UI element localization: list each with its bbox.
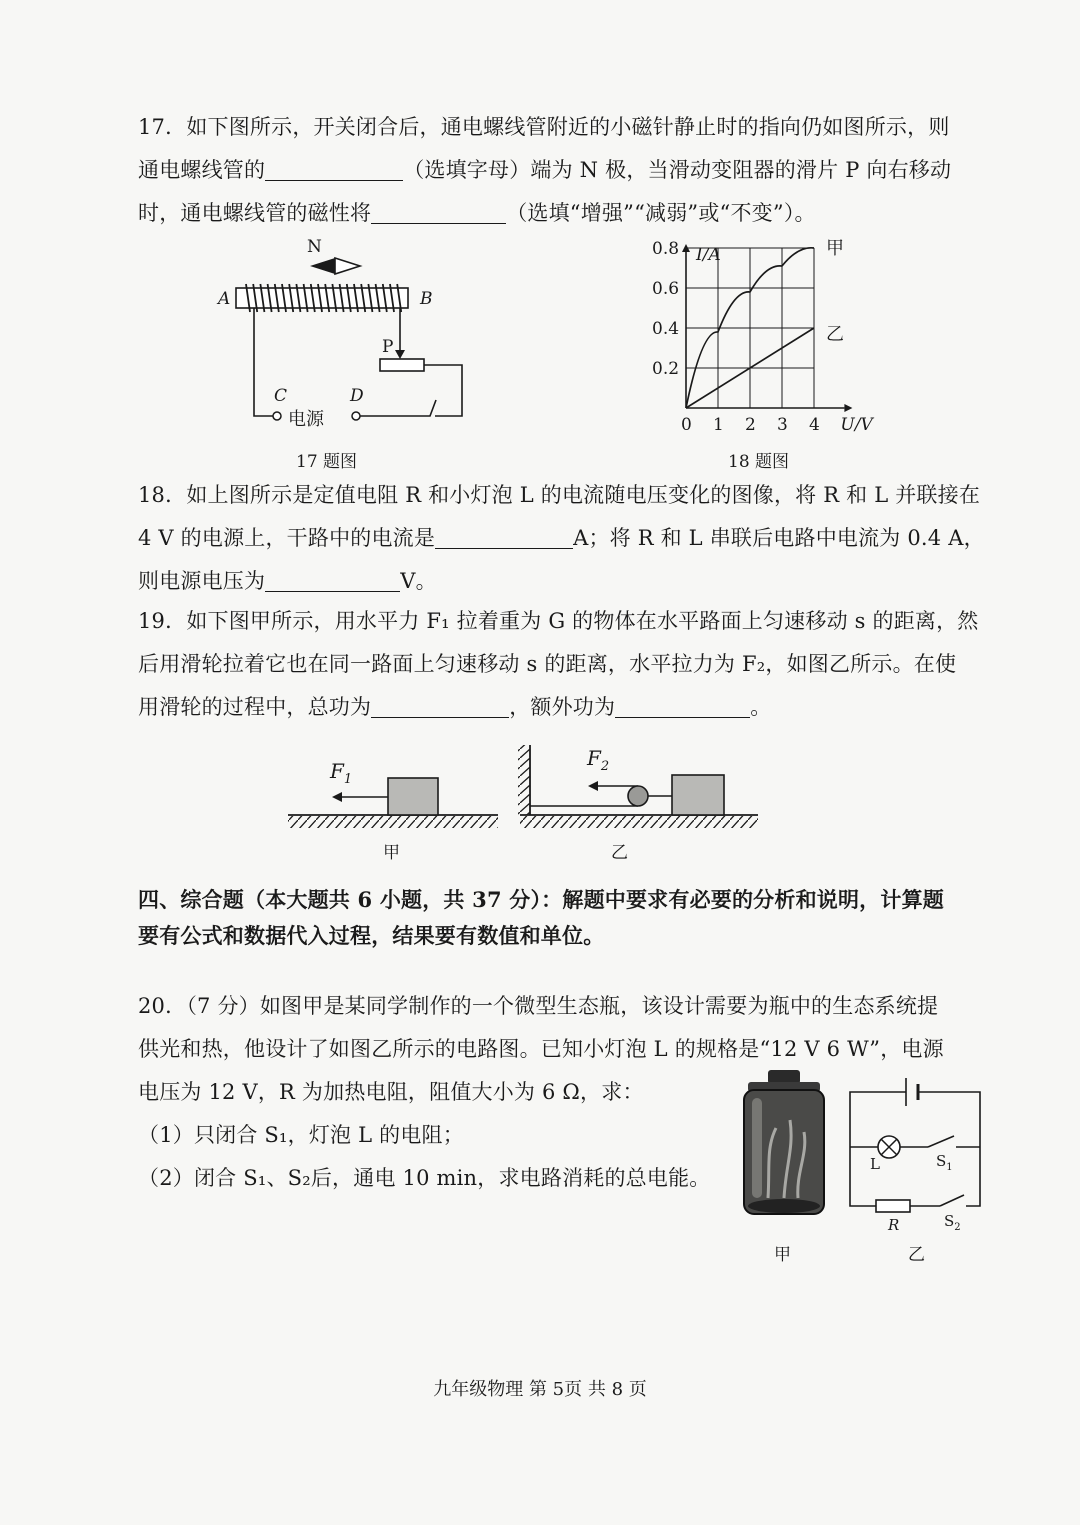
y-tick-label: 0.2 <box>652 359 680 379</box>
answer-blank-18b[interactable] <box>265 567 400 592</box>
compass-needle-south <box>335 258 360 274</box>
q18-line1: 18．如上图所示是定值电阻 R 和小灯泡 L 的电流随电压变化的图像，将 R 和 L 并联接在 <box>138 483 981 507</box>
bottle-soil <box>748 1199 820 1213</box>
label-f1: $F_1$ <box>330 759 353 787</box>
x-tick-label: 4 <box>809 415 820 435</box>
q20-line4: （1）只闭合 S₁，灯泡 L 的电阻； <box>138 1123 464 1147</box>
answer-blank-19a[interactable] <box>371 693 509 718</box>
q19-line2: 后用滑轮拉着它也在同一路面上匀速移动 s 的距离，水平拉力为 F₂，如图乙所示。在使 <box>138 652 957 676</box>
q17-line3: 时，通电螺线管的磁性将 （选填“增强”“减弱”或“不变”）。 <box>138 201 816 225</box>
answer-blank-17b[interactable] <box>371 199 506 224</box>
power-source-label: 电源 <box>288 409 324 430</box>
wall-hatch-yi <box>518 745 530 815</box>
label-b: B <box>420 289 433 309</box>
label-d: D <box>350 386 364 406</box>
figure-18-caption: 18 题图 <box>728 452 790 472</box>
q20-line1: 20．（7 分）如图甲是某同学制作的一个微型生态瓶，该设计需要为瓶中的生态系统提 <box>138 994 939 1018</box>
x-tick-label: 2 <box>745 415 756 435</box>
figure-19-caption-yi: 乙 <box>611 843 628 863</box>
compass-needle-north <box>310 258 335 274</box>
q18-line3: 则电源电压为 V。 <box>138 569 437 593</box>
section-4-line2: 要有公式和数据代入过程，结果要有数值和单位。 <box>138 923 605 948</box>
terminal-d <box>352 412 360 420</box>
ground-hatch-yi <box>520 816 758 828</box>
figure-19-caption-jia: 甲 <box>383 843 400 863</box>
section-4-line1: 四、综合题（本大题共 6 小题，共 37 分）：解题中要求有必要的分析和说明，计算题 <box>138 887 944 912</box>
question-17 <box>138 106 1018 235</box>
pulley <box>628 786 648 806</box>
force-arrowhead-f2 <box>588 781 598 791</box>
series-jia-label: 甲 <box>826 238 844 259</box>
switch-s1-blade <box>928 1136 954 1147</box>
figure-20-eco-bottle <box>738 1068 830 1220</box>
q20-line5: （2）闭合 S₁、S₂后，通电 10 min，求电路消耗的总电能。 <box>138 1166 711 1190</box>
y-tick-label: 0.4 <box>652 319 680 339</box>
y-tick-label: 0.8 <box>652 239 680 259</box>
circuit-wire-top <box>850 1092 980 1147</box>
q18-line2: 4 V 的电源上，干路中的电流是 A；将 R 和 L 串联后电路中电流为 0.4 A， <box>138 526 985 550</box>
label-l: L <box>870 1155 880 1173</box>
switch-s2-blade <box>940 1195 964 1206</box>
label-c: C <box>274 386 288 406</box>
q17-line1: 17．如下图所示，开关闭合后，通电螺线管附近的小磁针静止时的指向仍如图所示，则 <box>138 115 950 139</box>
q20-line3: 电压为 12 V，R 为加热电阻，阻值大小为 6 Ω，求： <box>138 1080 644 1104</box>
q19-line3: 用滑轮的过程中，总功为 ，额外功为 。 <box>138 695 772 719</box>
answer-blank-19b[interactable] <box>615 693 750 718</box>
figure-19-pulling <box>280 740 770 865</box>
slider-arrow <box>395 350 405 359</box>
figure-17-caption: 17 题图 <box>296 452 358 472</box>
x-axis-label: U/V <box>840 415 873 435</box>
figure-20-caption-yi: 乙 <box>908 1245 925 1265</box>
x-tick-label: 1 <box>713 415 724 435</box>
q19-line1: 19．如下图甲所示，用水平力 F₁ 拉着重为 G 的物体在水平路面上匀速移动 s 的距离，然 <box>138 609 979 633</box>
figure-18-iu-chart <box>640 238 890 438</box>
figure-20-circuit <box>840 1070 990 1240</box>
series-yi-label: 乙 <box>826 324 844 345</box>
resistor-symbol <box>876 1200 910 1212</box>
question-18 <box>138 474 1018 603</box>
page-footer: 九年级物理 第 5页 共 8 页 <box>433 1379 647 1400</box>
block-yi <box>672 775 724 815</box>
y-axis-label: I/A <box>696 245 721 265</box>
figure-17-solenoid-circuit <box>210 232 480 432</box>
section-4-heading <box>138 882 1018 954</box>
bottle-highlight <box>752 1098 762 1198</box>
x-axis-arrow <box>844 404 852 412</box>
label-s2: $S_2$ <box>944 1212 961 1233</box>
question-19 <box>138 600 1018 729</box>
label-s1: $S_1$ <box>936 1152 953 1173</box>
label-r: R <box>888 1216 900 1234</box>
x-tick-label: 0 <box>681 415 692 435</box>
figure-20-caption-jia: 甲 <box>774 1245 791 1265</box>
ground-hatch-jia <box>288 816 498 828</box>
label-a: A <box>218 289 231 309</box>
switch-blade <box>360 400 436 416</box>
compass-label-n: N <box>307 237 322 257</box>
block-jia <box>388 778 438 815</box>
answer-blank-17a[interactable] <box>265 156 403 181</box>
bottle-cap <box>768 1070 800 1084</box>
rheostat <box>380 359 424 371</box>
wire-right <box>424 365 462 416</box>
terminal-c <box>273 412 281 420</box>
force-arrowhead-f1 <box>332 792 342 802</box>
q20-line2: 供光和热，他设计了如图乙所示的电路图。已知小灯泡 L 的规格是“12 V 6 W”，电源 <box>138 1037 944 1061</box>
q17-line2: 通电螺线管的 （选填字母）端为 N 极，当滑动变阻器的滑片 P 向右移动 <box>138 158 952 182</box>
answer-blank-18a[interactable] <box>435 524 573 549</box>
y-tick-label: 0.6 <box>652 279 680 299</box>
wire-left <box>254 308 273 416</box>
x-tick-label: 3 <box>777 415 788 435</box>
label-p: P <box>382 337 394 357</box>
label-f2: $F_2$ <box>587 746 610 774</box>
